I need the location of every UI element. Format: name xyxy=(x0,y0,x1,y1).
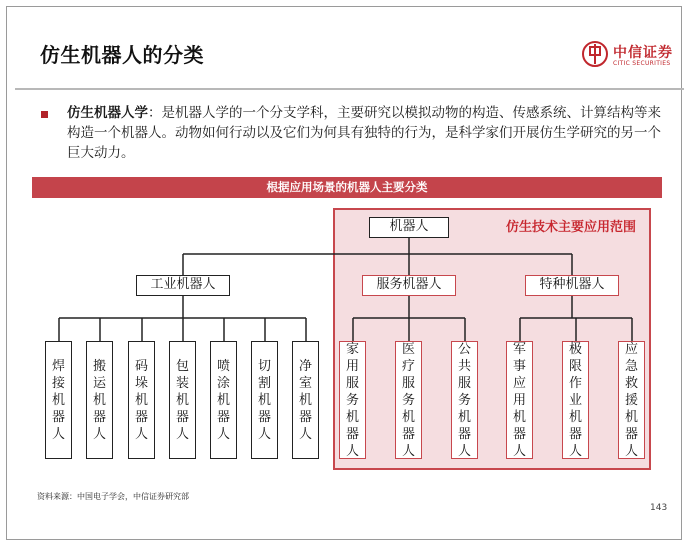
leaf-special xyxy=(506,341,533,459)
leaf-label: 军事应用机器人 xyxy=(512,341,526,459)
diagram-banner: 根据应用场景的机器人主要分类 xyxy=(32,177,662,198)
node-special: 特种机器人 xyxy=(525,275,619,296)
leaf-label: 应急救援机器人 xyxy=(624,341,638,459)
leaf-service xyxy=(451,341,478,459)
leaf-label: 包装机器人 xyxy=(175,358,189,442)
bullet-body: ：是机器人学的一个分支学科，主要研究以模拟动物的构造、传感系统、计算结构等来构造一个机器人。动物如何行动以及它们为何具有独特的行为，是科学家们开展仿生学研究的另一个巨大动力。 xyxy=(67,105,661,161)
leaf-label: 切割机器人 xyxy=(257,358,271,442)
node-root: 机器人 xyxy=(369,217,449,238)
leaf-label: 极限作业机器人 xyxy=(568,341,582,459)
leaf-label: 码垛机器人 xyxy=(134,358,148,442)
leaf-industrial xyxy=(45,341,72,459)
leaf-industrial xyxy=(128,341,155,459)
leaf-industrial xyxy=(292,341,319,459)
page-number: 143 xyxy=(650,503,668,513)
leaf-label: 医疗服务机器人 xyxy=(401,341,415,459)
logo-text-en: CITIC SECURITIES xyxy=(613,60,671,67)
leaf-label: 搬运机器人 xyxy=(92,358,106,442)
leaf-industrial xyxy=(169,341,196,459)
leaf-service xyxy=(339,341,366,459)
leaf-service xyxy=(395,341,422,459)
leaf-label: 公共服务机器人 xyxy=(457,341,471,459)
leaf-label: 焊接机器人 xyxy=(51,358,65,442)
source-note: 资料来源：中国电子学会，中信证券研究部 xyxy=(37,492,189,501)
node-service: 服务机器人 xyxy=(362,275,456,296)
bionic-region-label: 仿生技术主要应用范围 xyxy=(506,220,637,235)
leaf-special xyxy=(562,341,589,459)
logo-text-cn: 中信证券 xyxy=(613,45,673,61)
leaf-label: 净室机器人 xyxy=(298,358,312,442)
leaf-industrial xyxy=(251,341,278,459)
node-industrial: 工业机器人 xyxy=(136,275,230,296)
leaf-label: 喷涂机器人 xyxy=(216,358,230,442)
leaf-industrial xyxy=(210,341,237,459)
bullet-term: 仿生机器人学 xyxy=(67,105,148,121)
leaf-label: 家用服务机器人 xyxy=(345,341,359,459)
leaf-industrial xyxy=(86,341,113,459)
leaf-special xyxy=(618,341,645,459)
page-title: 仿生机器人的分类 xyxy=(40,43,204,67)
